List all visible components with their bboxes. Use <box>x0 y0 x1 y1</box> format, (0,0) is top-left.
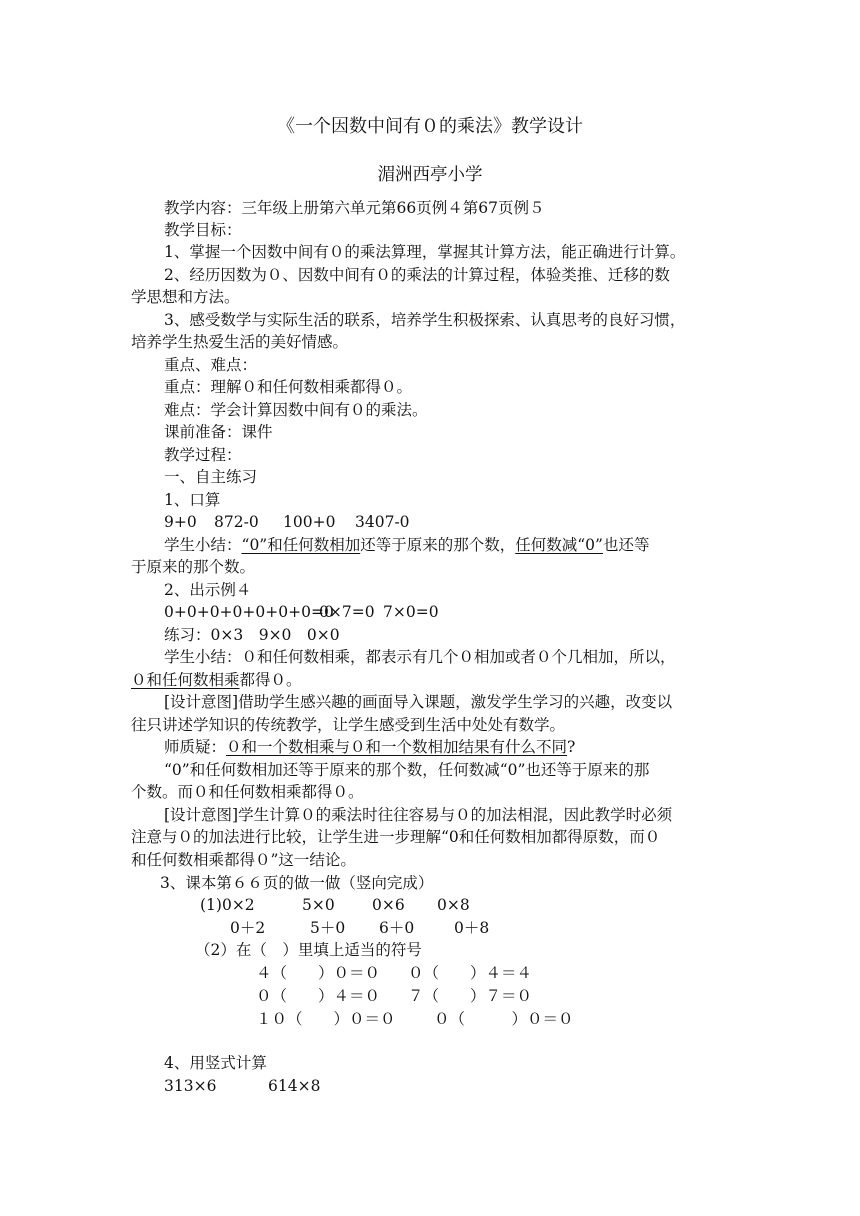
key-points-label: 重点、难点： <box>164 356 258 374</box>
example-4-label: 2、出示例４ <box>164 581 252 599</box>
design-intent-1-line-1: [设计意图]借助学生感兴趣的画面导入课题，激发学生学习的兴趣，改变以 <box>164 693 673 711</box>
oral-item: 9+0 <box>164 513 197 531</box>
objective-1: 1、掌握一个因数中间有０的乘法算理，掌握其计算方法，能正确进行计算。 <box>164 243 686 261</box>
design-intent-2-line-3: 和任何数相乘都得０”这一结论。 <box>131 851 356 869</box>
summary-underline-2: 任何数减“0” <box>515 536 603 554</box>
exercise-item: (1)0×2 <box>200 896 255 914</box>
key-point: 重点：理解０和任何数相乘都得０。 <box>164 378 413 396</box>
design-intent-2-line-2: 注意与０的加法进行比较，让学生进一步理解“0和任何数相加都得原数，而０ <box>131 828 661 846</box>
vertical-item: 313×6 <box>164 1077 217 1095</box>
summary-text: 都得０。 <box>239 671 302 689</box>
process-label: 教学过程： <box>164 446 242 464</box>
student-summary-1 <box>164 534 649 556</box>
fill-item: ０（ ）０＝０ <box>434 1010 574 1028</box>
objective-3-line-1: 3、感受数学与实际生活的联系，培养学生积极探索、认真思考的良好习惯， <box>164 311 686 329</box>
practice-line: 练习：0×3 9×0 0×0 <box>164 626 340 644</box>
answer-line-2: 个数。而０和任何数相乘都得０。 <box>131 783 364 801</box>
oral-item: 3407-0 <box>355 513 410 531</box>
fill-row-1 <box>256 962 532 984</box>
example-4-items <box>164 601 439 623</box>
teacher-question <box>164 736 575 758</box>
oral-calc-items <box>164 511 410 533</box>
example-item: 0×7=0 <box>319 603 375 621</box>
example-item: 7×0=0 <box>383 603 439 621</box>
fill-symbol-label: （2）在（ ）里填上适当的符号 <box>195 941 422 959</box>
textbook-row-2 <box>230 917 489 939</box>
oral-item: 872-0 <box>214 513 259 531</box>
summary-text: 也还等 <box>602 536 650 554</box>
vertical-calc-items <box>164 1075 320 1097</box>
design-intent-2-line-1: [设计意图]学生计算０的乘法时往往容易与０的加法相混，因此教学时必须 <box>164 806 673 824</box>
fill-row-3 <box>256 1008 574 1030</box>
student-summary-1-cont: 于原来的那个数。 <box>131 558 256 576</box>
oral-item: 100+0 <box>283 513 336 531</box>
school-name: 湄洲西亭小学 <box>377 165 483 185</box>
fill-item: ４（ ）０＝０ <box>256 964 381 982</box>
textbook-row-1 <box>200 894 470 916</box>
summary-label: 学生小结： <box>164 536 242 554</box>
exercise-item: 5＋0 <box>310 919 346 937</box>
student-summary-2-cont <box>131 669 302 691</box>
vertical-calc-label: 4、用竖式计算 <box>164 1054 267 1072</box>
objective-2-line-1: 2、经历因数为０、因数中间有０的乘法的计算过程，体验类推、迁移的数 <box>164 266 670 284</box>
exercise-item: 6＋0 <box>379 919 415 937</box>
objectives-label: 教学目标： <box>164 221 242 239</box>
question-underline: ０和一个数相乘与０和一个数相加结果有什么不同 <box>226 738 568 756</box>
teaching-content: 教学内容：三年级上册第六单元第66页例４第67页例５ <box>164 199 545 217</box>
summary-underline-1: “0”和任何数相加 <box>241 536 361 554</box>
fill-item: ０（ ）４＝４ <box>408 964 533 982</box>
document-title: 《一个因数中间有０的乘法》教学设计 <box>277 116 583 137</box>
section-1-heading: 一、自主练习 <box>164 468 258 486</box>
answer-line-1: “0”和任何数相加还等于原来的那个数，任何数减“0”也还等于原来的那 <box>164 761 650 779</box>
fill-item: １０（ ）０＝０ <box>256 1010 396 1028</box>
question-mark: ? <box>567 738 576 756</box>
difficult-point: 难点：学会计算因数中间有０的乘法。 <box>164 401 428 419</box>
objective-3-line-2: 培养学生热爱生活的美好情感。 <box>131 333 349 351</box>
fill-row-2 <box>256 985 532 1007</box>
objective-2-line-2: 学思想和方法。 <box>131 288 240 306</box>
exercise-item: 5×0 <box>302 896 335 914</box>
summary-text: 还等于原来的那个数， <box>360 536 516 554</box>
example-item: 0+0+0+0+0+0+0=0 <box>164 603 334 621</box>
fill-item: ７（ ）７＝０ <box>408 987 533 1005</box>
oral-calc-label: 1、口算 <box>164 491 221 509</box>
question-label: 师质疑： <box>164 738 227 756</box>
design-intent-1-line-2: 往只讲述学知识的传统教学，让学生感受到生活中处处有数学。 <box>131 716 566 734</box>
fill-item: ０（ ）４＝０ <box>256 987 381 1005</box>
preparation: 课前准备：课件 <box>164 423 273 441</box>
exercise-item: 0＋2 <box>230 919 266 937</box>
summary-underline: ０和任何数相乘 <box>131 671 240 689</box>
exercise-item: 0×6 <box>372 896 405 914</box>
student-summary-2: 学生小结：０和任何数相乘，都表示有几个０相加或者０个几相加，所以， <box>164 648 676 666</box>
vertical-item: 614×8 <box>268 1077 321 1095</box>
exercise-item: 0＋8 <box>454 919 490 937</box>
textbook-exercise: 3、课本第６６页的做一做（竖向完成） <box>160 874 434 892</box>
exercise-item: 0×8 <box>437 896 470 914</box>
